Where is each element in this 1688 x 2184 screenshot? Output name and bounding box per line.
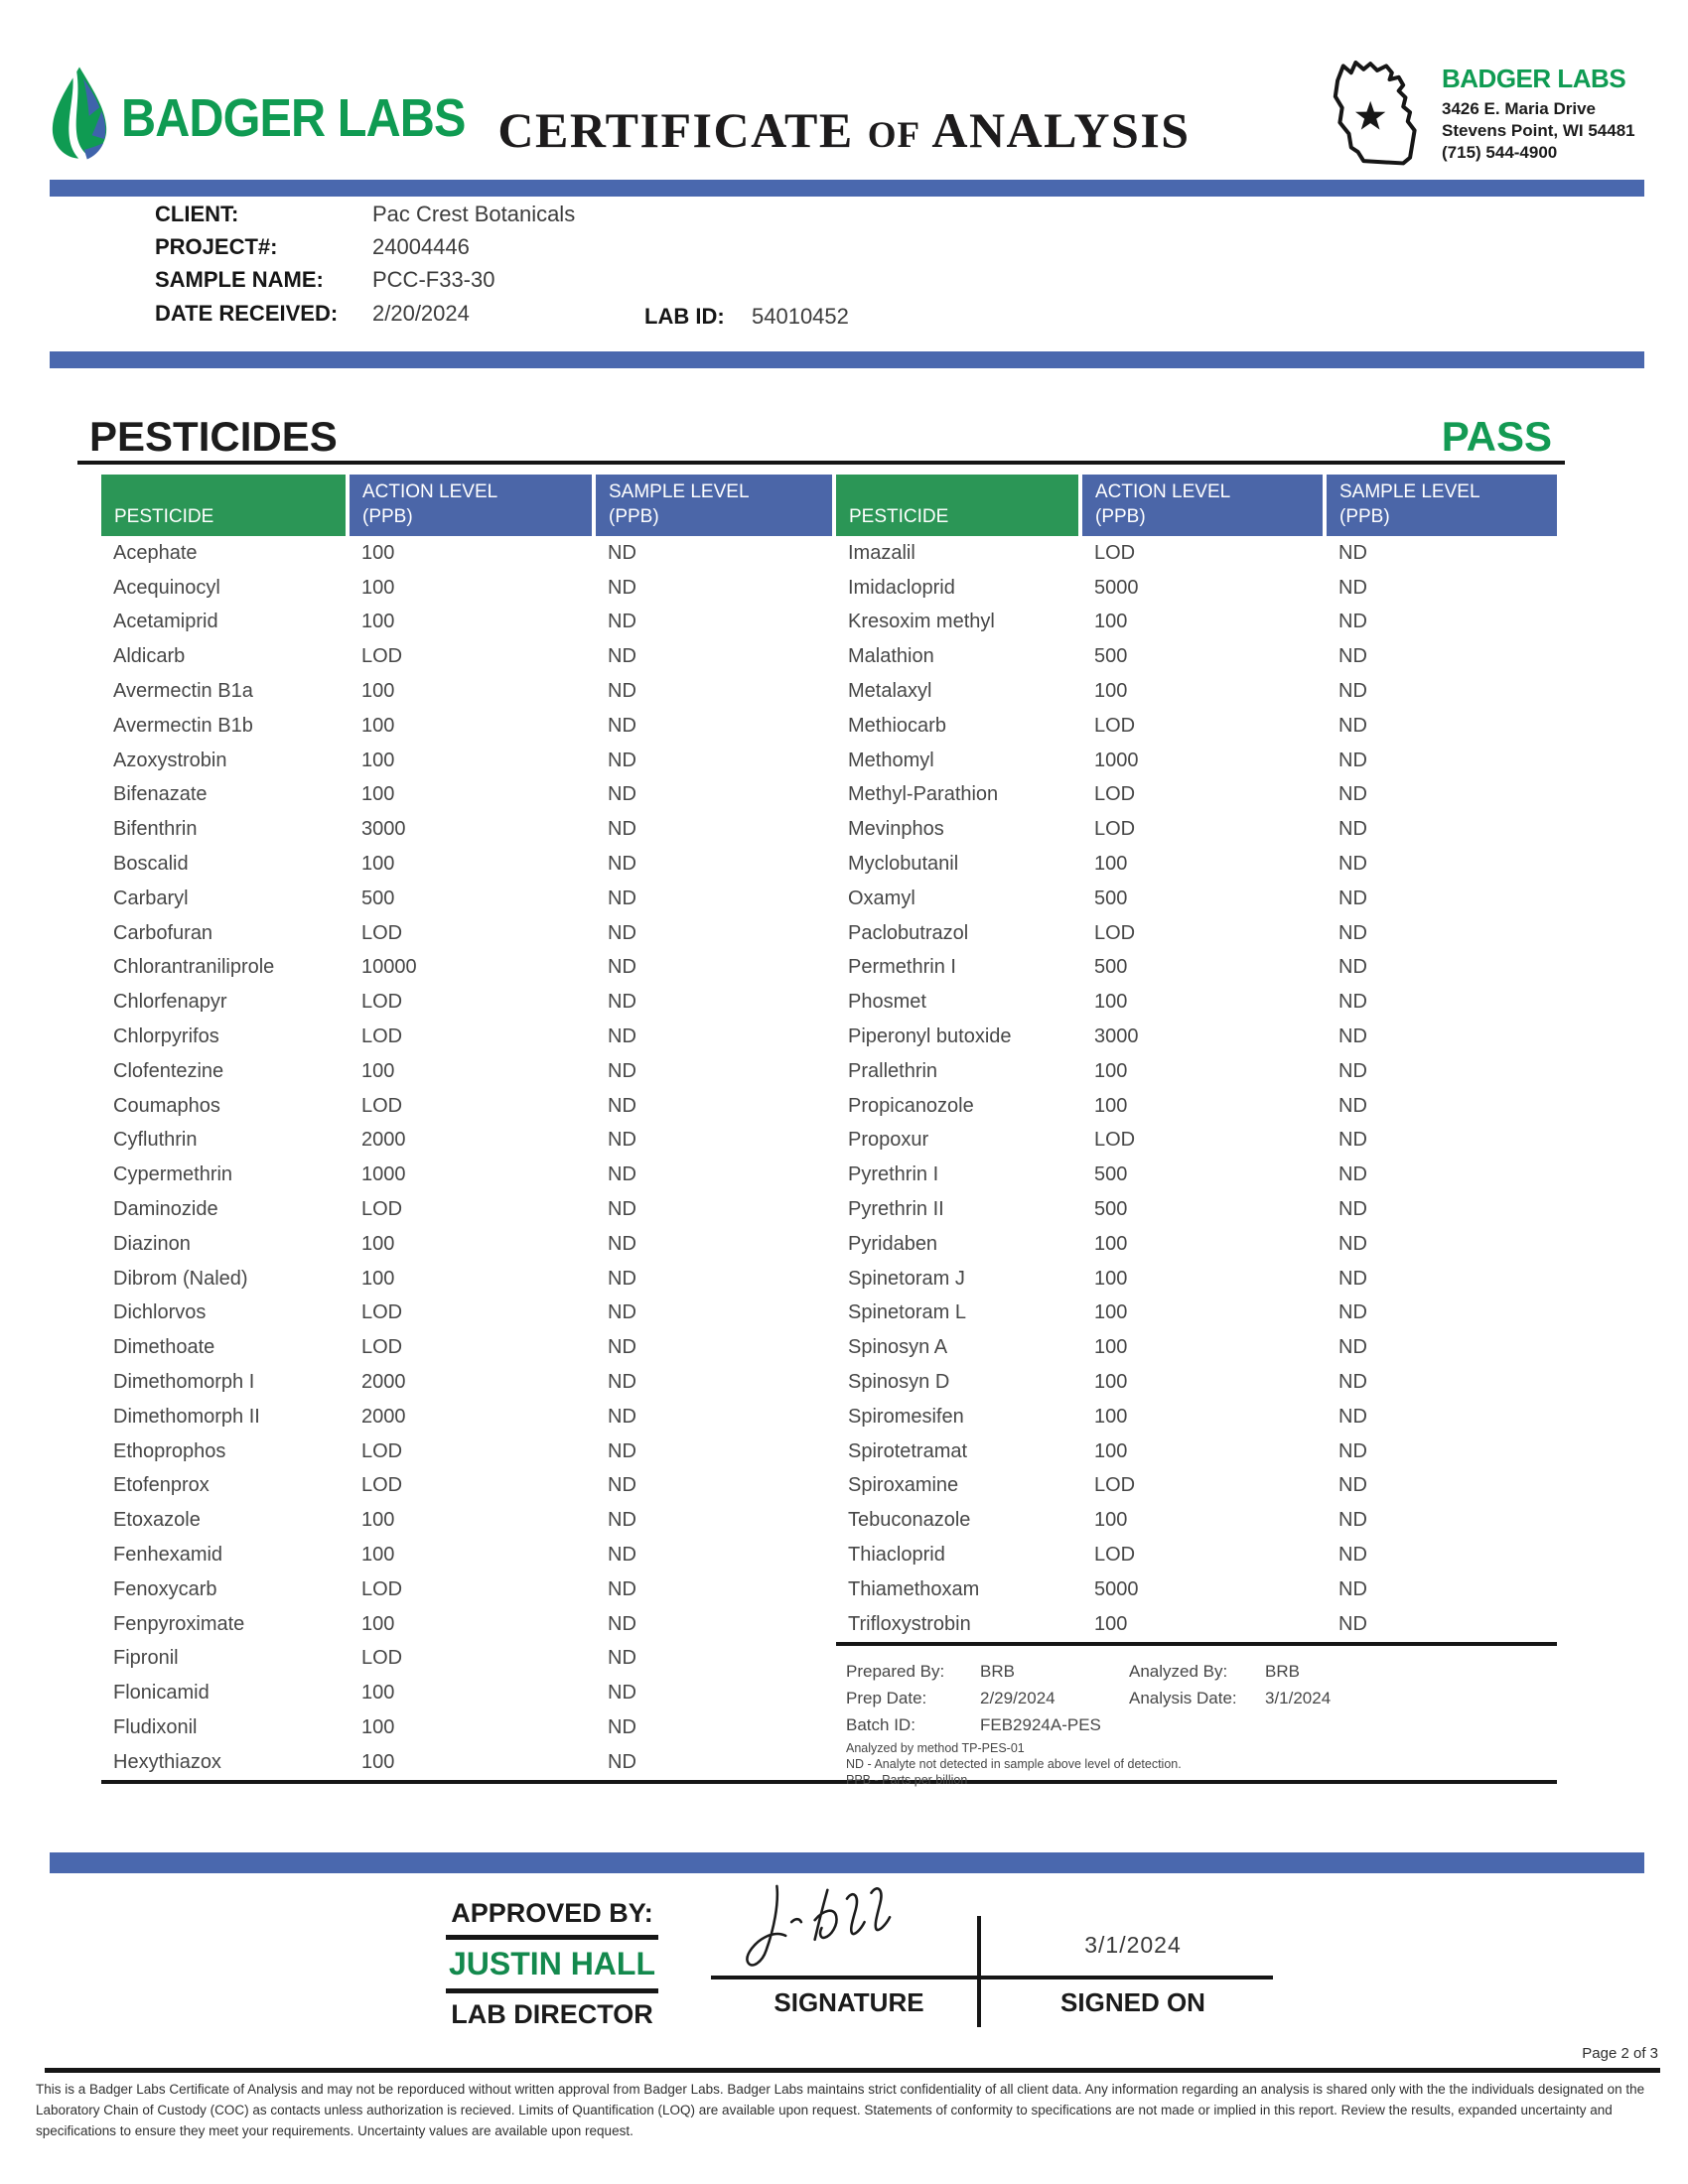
sample-level-value: ND <box>608 1025 636 1048</box>
pesticide-name: Coumaphos <box>113 1094 220 1117</box>
pesticide-name: Methomyl <box>848 749 934 771</box>
sample-level-value: ND <box>1338 1163 1367 1186</box>
sample-level-value: ND <box>608 680 636 703</box>
wisconsin-state-icon <box>1321 46 1434 177</box>
sample-level-value: ND <box>608 1232 636 1255</box>
signed-on-date: 3/1/2024 <box>1084 1932 1182 1958</box>
pesticide-name: Dibrom (Naled) <box>113 1267 248 1290</box>
action-level-value: 100 <box>361 1232 395 1255</box>
pesticide-name: Oxamyl <box>848 887 915 909</box>
divider-bar-approval <box>50 1852 1644 1873</box>
action-level-value: 100 <box>1094 1059 1128 1082</box>
pesticide-name: Spiroxamine <box>848 1474 959 1497</box>
action-level-value: 100 <box>1094 1509 1128 1532</box>
prepared-by-label: Prepared By: <box>846 1661 945 1681</box>
action-level-value: 100 <box>361 1750 395 1773</box>
action-level-value: LOD <box>361 645 403 668</box>
disclaimer-text: This is a Badger Labs Certificate of Analysis and may not be reporduced without written approval from Badger Labs. Badger Labs maintains strict confidentiality of all client data. Any information regarding an analysis is shared only with the the individuals designated on the Laboratory Chain of Custody (COC) as contacts unless authorization is recieved. Limits of Quantification (LOQ) are available upon request. Statements of conformity to specifications are not made or implied in this report. Review the results, expanded uncertainty and specifications to ensure they meet your requirements. Uncertainty values are available upon request. <box>36 2082 1645 2138</box>
section-title: PESTICIDES <box>89 413 338 460</box>
action-level-value: LOD <box>1094 1544 1136 1566</box>
action-level-value: 100 <box>361 1509 395 1532</box>
approved-by-label: APPROVED BY: <box>451 1898 653 1928</box>
sample-level-value: ND <box>1338 887 1367 909</box>
address-line-3: (715) 544-4900 <box>1442 143 1558 162</box>
sample-level-value: ND <box>1338 1371 1367 1394</box>
action-level-value: 500 <box>1094 956 1128 979</box>
action-level-value: 2000 <box>361 1129 406 1152</box>
action-level-value: 100 <box>1094 1371 1128 1394</box>
column-header-sample-level: SAMPLE LEVEL (PPB) <box>596 475 836 536</box>
sample-level-value: ND <box>1338 1577 1367 1600</box>
action-level-value: 100 <box>1094 1336 1128 1359</box>
action-level-value: LOD <box>361 1336 403 1359</box>
action-level-value: 100 <box>361 1612 395 1635</box>
action-level-value: 100 <box>361 783 395 806</box>
project-label: PROJECT#: <box>155 234 278 259</box>
pass-status-badge: PASS <box>1441 413 1552 460</box>
action-level-value: 100 <box>1094 1439 1128 1462</box>
title-certificate: CERTIFICATE <box>497 102 854 158</box>
action-level-value: 100 <box>1094 853 1128 876</box>
action-level-value: 100 <box>361 1682 395 1705</box>
pesticide-name: Metalaxyl <box>848 680 932 703</box>
action-level-value: 100 <box>361 714 395 737</box>
lab-name: BADGER LABS <box>1442 64 1626 93</box>
project-value: 24004446 <box>372 234 470 259</box>
sample-level-value: ND <box>1338 1544 1367 1566</box>
action-level-value: 100 <box>1094 1232 1128 1255</box>
sample-level-value: ND <box>608 853 636 876</box>
sample-level-value: ND <box>608 1750 636 1773</box>
sample-level-value: ND <box>608 541 636 564</box>
action-level-value: 100 <box>361 1544 395 1566</box>
pesticide-name: Chlorpyrifos <box>113 1025 219 1048</box>
pesticide-name: Acetamiprid <box>113 611 218 633</box>
brand-wordmark: BADGER LABS <box>121 88 466 148</box>
pesticide-name: Malathion <box>848 645 934 668</box>
sample-name-label: SAMPLE NAME: <box>155 267 324 292</box>
action-level-value: 100 <box>1094 1267 1128 1290</box>
address-line-1: 3426 E. Maria Drive <box>1442 99 1596 118</box>
pesticide-name: Azoxystrobin <box>113 749 227 771</box>
action-level-value: 100 <box>361 1267 395 1290</box>
sample-level-value: ND <box>1338 853 1367 876</box>
pesticide-name: Carbaryl <box>113 887 189 909</box>
pesticide-name: Cyfluthrin <box>113 1129 198 1152</box>
pesticide-name: Dimethomorph II <box>113 1405 260 1428</box>
section-underline <box>77 461 1565 465</box>
action-level-value: 3000 <box>361 818 406 841</box>
sample-level-value: ND <box>1338 1301 1367 1324</box>
action-level-value: LOD <box>361 1198 403 1221</box>
pesticide-name: Daminozide <box>113 1198 218 1221</box>
sample-level-value: ND <box>1338 1267 1367 1290</box>
action-level-value: LOD <box>361 1577 403 1600</box>
sample-level-value: ND <box>608 1301 636 1324</box>
pesticide-name: Methiocarb <box>848 714 946 737</box>
pesticide-name: Cypermethrin <box>113 1163 233 1186</box>
lab-contact-block <box>1442 64 1680 164</box>
action-level-value: LOD <box>1094 714 1136 737</box>
pesticide-name: Trifloxystrobin <box>848 1612 971 1635</box>
date-received-value: 2/20/2024 <box>372 301 470 326</box>
pesticide-name: Spirotetramat <box>848 1439 968 1462</box>
action-level-value: 100 <box>361 853 395 876</box>
sample-level-value: ND <box>608 1163 636 1186</box>
pesticide-name: Bifenthrin <box>113 818 198 841</box>
action-level-value: 100 <box>361 749 395 771</box>
pesticide-name: Pyrethrin II <box>848 1198 944 1221</box>
pesticide-name: Myclobutanil <box>848 853 959 876</box>
sample-level-value: ND <box>608 1059 636 1082</box>
column-header-pesticide: PESTICIDE <box>836 475 1082 536</box>
analyzed-by-value: BRB <box>1265 1661 1300 1681</box>
pesticide-name: Spinetoram J <box>848 1267 965 1290</box>
sample-level-value: ND <box>608 1577 636 1600</box>
sample-level-value: ND <box>1338 1198 1367 1221</box>
pesticide-name: Kresoxim methyl <box>848 611 995 633</box>
action-level-value: LOD <box>1094 783 1136 806</box>
sample-level-value: ND <box>1338 1336 1367 1359</box>
sample-level-value: ND <box>608 1682 636 1705</box>
action-level-value: LOD <box>361 991 403 1014</box>
pesticide-name: Dichlorvos <box>113 1301 207 1324</box>
pesticide-name: Permethrin I <box>848 956 956 979</box>
action-level-value: 500 <box>1094 1163 1128 1186</box>
pesticide-name: Avermectin B1a <box>113 680 253 703</box>
analysis-date-label: Analysis Date: <box>1129 1688 1237 1707</box>
sample-level-value: ND <box>608 645 636 668</box>
action-level-value: 10000 <box>361 956 417 979</box>
pesticide-name: Flonicamid <box>113 1682 210 1705</box>
sample-level-value: ND <box>1338 1509 1367 1532</box>
sample-level-value: ND <box>1338 783 1367 806</box>
pesticides-table <box>101 475 1557 1787</box>
sample-level-value: ND <box>608 1336 636 1359</box>
pesticide-name: Dimethoate <box>113 1336 215 1359</box>
pesticide-name: Fipronil <box>113 1647 179 1670</box>
sample-level-value: ND <box>608 1509 636 1532</box>
sample-level-value: ND <box>1338 1094 1367 1117</box>
pesticide-name: Hexythiazox <box>113 1750 221 1773</box>
sample-level-value: ND <box>1338 1405 1367 1428</box>
action-level-value: LOD <box>1094 1129 1136 1152</box>
action-level-value: LOD <box>361 1094 403 1117</box>
page-number: Page 2 of 3 <box>1582 2045 1658 2062</box>
action-level-value: 1000 <box>361 1163 406 1186</box>
action-level-value: 2000 <box>361 1405 406 1428</box>
pesticide-name: Fenhexamid <box>113 1544 223 1566</box>
pesticide-name: Aldicarb <box>113 645 186 668</box>
action-level-value: 100 <box>1094 680 1128 703</box>
pesticide-name: Fenpyroximate <box>113 1612 245 1635</box>
sample-level-value: ND <box>608 1439 636 1462</box>
pesticide-name: Chlorantraniliprole <box>113 956 275 979</box>
sample-level-value: ND <box>608 749 636 771</box>
sample-level-value: ND <box>1338 991 1367 1014</box>
approver-name: JUSTIN HALL <box>449 1946 655 1981</box>
sample-level-value: ND <box>608 576 636 599</box>
prep-date-label: Prep Date: <box>846 1688 927 1707</box>
action-level-value: LOD <box>361 921 403 944</box>
sample-level-value: ND <box>1338 541 1367 564</box>
pesticide-name: Imazalil <box>848 541 915 564</box>
sample-name-value: PCC-F33-30 <box>372 267 495 292</box>
action-level-value: LOD <box>361 1301 403 1324</box>
action-level-value: LOD <box>361 1025 403 1048</box>
approval-block <box>437 1898 667 2030</box>
title-of: OF <box>867 115 921 156</box>
action-level-value: 100 <box>361 611 395 633</box>
analyzed-by-label: Analyzed By: <box>1129 1661 1228 1681</box>
client-value: Pac Crest Botanicals <box>372 202 576 226</box>
batch-id-label: Batch ID: <box>846 1714 915 1734</box>
column-header-action-level: ACTION LEVEL (PPB) <box>1082 475 1327 536</box>
action-level-value: 100 <box>361 1715 395 1738</box>
action-level-value: LOD <box>361 1474 403 1497</box>
action-level-value: 100 <box>361 576 395 599</box>
pesticide-name: Fenoxycarb <box>113 1577 217 1600</box>
sample-level-value: ND <box>1338 611 1367 633</box>
action-level-value: 5000 <box>1094 1577 1139 1600</box>
sample-level-value: ND <box>1338 1129 1367 1152</box>
action-level-value: 100 <box>1094 1405 1128 1428</box>
pesticide-name: Methyl-Parathion <box>848 783 999 806</box>
sample-level-value: ND <box>608 1094 636 1117</box>
pesticide-name: Spiromesifen <box>848 1405 964 1428</box>
sample-level-value: ND <box>1338 1474 1367 1497</box>
sample-level-value: ND <box>1338 576 1367 599</box>
sample-level-value: ND <box>608 1198 636 1221</box>
document-title <box>492 101 1196 159</box>
approver-title: LAB DIRECTOR <box>451 1999 653 2029</box>
sample-level-value: ND <box>608 1544 636 1566</box>
column-header-sample-level: SAMPLE LEVEL (PPB) <box>1327 475 1557 536</box>
sample-level-value: ND <box>608 991 636 1014</box>
method-note: Analyzed by method TP-PES-01 <box>846 1740 1025 1755</box>
pesticide-name: Spinetoram L <box>848 1301 966 1324</box>
lab-address <box>1442 98 1680 164</box>
action-level-value: 500 <box>1094 1198 1128 1221</box>
action-level-value: 1000 <box>1094 749 1139 771</box>
sample-level-value: ND <box>608 818 636 841</box>
sample-level-value: ND <box>608 611 636 633</box>
analysis-date-value: 3/1/2024 <box>1265 1688 1332 1707</box>
pesticide-name: Tebuconazole <box>848 1509 971 1532</box>
pesticide-name: Piperonyl butoxide <box>848 1025 1012 1048</box>
signed-on-label: SIGNED ON <box>1060 1987 1205 2017</box>
pesticide-name: Chlorfenapyr <box>113 991 227 1014</box>
sample-level-value: ND <box>1338 1439 1367 1462</box>
action-level-value: LOD <box>361 1439 403 1462</box>
pesticide-name: Mevinphos <box>848 818 944 841</box>
sample-level-value: ND <box>1338 956 1367 979</box>
sample-level-value: ND <box>1338 1232 1367 1255</box>
action-level-value: 2000 <box>361 1371 406 1394</box>
action-level-value: 500 <box>1094 887 1128 909</box>
sample-level-value: ND <box>1338 680 1367 703</box>
action-level-value: 100 <box>1094 1094 1128 1117</box>
action-level-value: LOD <box>1094 818 1136 841</box>
pesticide-name: Fludixonil <box>113 1715 198 1738</box>
sample-level-value: ND <box>1338 645 1367 668</box>
badger-labs-leaf-icon <box>48 64 111 163</box>
pesticide-name: Propicanozole <box>848 1094 974 1117</box>
action-level-value: LOD <box>1094 541 1136 564</box>
ppb-note: PPB - Parts per billion <box>846 1772 968 1787</box>
sample-level-value: ND <box>608 1612 636 1635</box>
nd-note: ND - Analyte not detected in sample above level of detection. <box>846 1756 1182 1771</box>
prep-date-value: 2/29/2024 <box>980 1688 1055 1707</box>
sample-level-value: ND <box>608 921 636 944</box>
action-level-value: LOD <box>361 1647 403 1670</box>
pesticide-name: Pyridaben <box>848 1232 938 1255</box>
sample-level-value: ND <box>608 1267 636 1290</box>
pesticide-name: Paclobutrazol <box>848 921 969 944</box>
sample-level-value: ND <box>1338 714 1367 737</box>
action-level-value: 100 <box>1094 611 1128 633</box>
address-line-2: Stevens Point, WI 54481 <box>1442 121 1635 140</box>
title-analysis: ANALYSIS <box>931 102 1191 158</box>
action-level-value: 100 <box>1094 1612 1128 1635</box>
sample-level-value: ND <box>608 1647 636 1670</box>
prepared-by-value: BRB <box>980 1661 1015 1681</box>
pesticide-name: Pyrethrin I <box>848 1163 939 1186</box>
analysis-metadata-block <box>836 1642 1557 1787</box>
action-level-value: 100 <box>1094 991 1128 1014</box>
sample-level-value: ND <box>1338 1025 1367 1048</box>
sample-level-value: ND <box>1338 1612 1367 1635</box>
lab-id-value: 54010452 <box>752 304 849 329</box>
approval-rule-top <box>446 1935 658 1940</box>
action-level-value: 3000 <box>1094 1025 1139 1048</box>
sample-level-value: ND <box>608 887 636 909</box>
column-header-action-level: ACTION LEVEL (PPB) <box>350 475 596 536</box>
sample-level-value: ND <box>1338 1059 1367 1082</box>
pesticide-name: Dimethomorph I <box>113 1371 255 1394</box>
action-level-value: 100 <box>361 1059 395 1082</box>
date-received-label: DATE RECEIVED: <box>155 301 339 326</box>
action-level-value: 500 <box>1094 645 1128 668</box>
action-level-value: 500 <box>361 887 395 909</box>
approval-rule-bottom <box>446 1988 658 1993</box>
sample-level-value: ND <box>1338 921 1367 944</box>
sample-level-value: ND <box>608 783 636 806</box>
sample-level-value: ND <box>608 1129 636 1152</box>
action-level-value: 100 <box>361 680 395 703</box>
action-level-value: 5000 <box>1094 576 1139 599</box>
pesticide-name: Diazinon <box>113 1232 191 1255</box>
divider-bar-top <box>50 180 1644 197</box>
pesticide-name: Propoxur <box>848 1129 929 1152</box>
pesticide-name: Ethoprophos <box>113 1439 226 1462</box>
signature-line <box>711 1976 1273 1979</box>
action-level-value: LOD <box>1094 921 1136 944</box>
signature-label: SIGNATURE <box>774 1987 924 2017</box>
action-level-value: 100 <box>1094 1301 1128 1324</box>
lab-id-label: LAB ID: <box>644 304 725 329</box>
pesticide-name: Thiacloprid <box>848 1544 945 1566</box>
pesticide-name: Clofentezine <box>113 1059 224 1082</box>
sample-level-value: ND <box>608 1405 636 1428</box>
pesticide-name: Spinosyn A <box>848 1336 948 1359</box>
column-header-pesticide: PESTICIDE <box>101 475 350 536</box>
pesticide-name: Boscalid <box>113 853 189 876</box>
client-label: CLIENT: <box>155 202 239 226</box>
pesticide-name: Acequinocyl <box>113 576 220 599</box>
pesticide-name: Etofenprox <box>113 1474 210 1497</box>
signature-image <box>737 1880 953 1978</box>
pesticide-name: Prallethrin <box>848 1059 938 1082</box>
sample-level-value: ND <box>608 1371 636 1394</box>
divider-bar-info <box>50 351 1644 368</box>
action-level-value: LOD <box>1094 1474 1136 1497</box>
pesticide-name: Etoxazole <box>113 1509 201 1532</box>
sample-level-value: ND <box>1338 749 1367 771</box>
action-level-value: 100 <box>361 541 395 564</box>
pesticide-name: Thiamethoxam <box>848 1577 980 1600</box>
sample-level-value: ND <box>608 956 636 979</box>
sample-level-value: ND <box>1338 818 1367 841</box>
pesticide-name: Acephate <box>113 541 198 564</box>
sample-level-value: ND <box>608 1474 636 1497</box>
footer-rule <box>45 2068 1660 2073</box>
batch-id-value: FEB2924A-PES <box>980 1714 1101 1734</box>
pesticide-name: Avermectin B1b <box>113 714 253 737</box>
pesticide-name: Bifenazate <box>113 783 208 806</box>
sample-level-value: ND <box>608 1715 636 1738</box>
pesticide-name: Spinosyn D <box>848 1371 950 1394</box>
sample-level-value: ND <box>608 714 636 737</box>
pesticide-name: Phosmet <box>848 991 926 1014</box>
pesticide-name: Carbofuran <box>113 921 213 944</box>
pesticide-name: Imidacloprid <box>848 576 955 599</box>
